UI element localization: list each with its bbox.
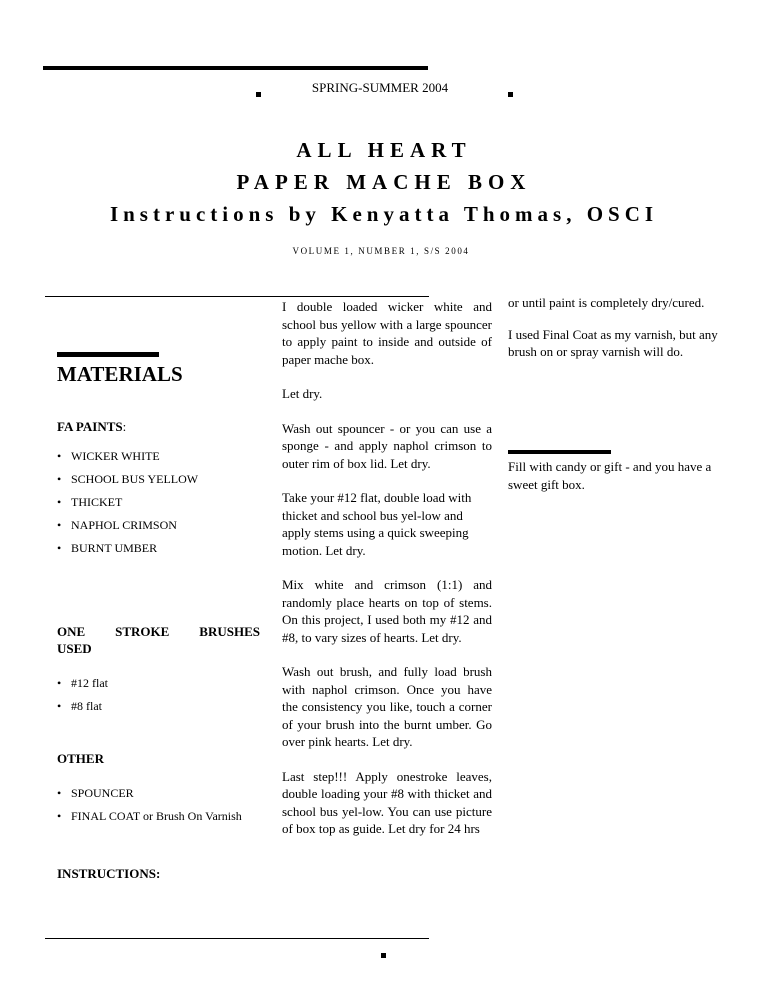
- materials-accent-bar: [57, 352, 159, 357]
- paragraph: Take your #12 flat, double load with thicket and school bus yel-low and apply stems using a quick sweeping motion. Let dry.: [282, 490, 472, 558]
- fa-paints-list: [57, 448, 198, 563]
- other-list: [57, 785, 242, 831]
- paragraph: or until paint is completely dry/cured.: [508, 295, 705, 310]
- fa-paints-heading: [57, 419, 126, 435]
- materials-heading: MATERIALS: [57, 362, 183, 386]
- paragraph: I double loaded wicker white and school bus yellow with a large spouncer to apply paint to inside and outside of paper mache box.: [282, 299, 492, 367]
- title-line-3: Instructions by Kenyatta Thomas, OSCI: [109, 202, 659, 226]
- list-item: • BURNT UMBER: [57, 540, 198, 563]
- paragraph: I used Final Coat as my varnish, but any brush on or spray varnish will do.: [508, 326, 718, 359]
- list-item: • #8 flat: [57, 698, 108, 721]
- fa-paints-heading-colon: :: [122, 419, 127, 434]
- other-heading: OTHER: [57, 751, 104, 766]
- title-line-1: ALL HEART: [296, 138, 472, 162]
- instructions-column-3: [508, 294, 718, 375]
- season-label: SPRING-SUMMER 2004: [311, 80, 449, 95]
- title-line-2: PAPER MACHE BOX: [236, 170, 532, 194]
- list-item: • FINAL COAT or Brush On Varnish: [57, 808, 242, 831]
- brushes-list: [57, 675, 108, 721]
- paragraph: Last step!!! Apply onestroke leaves, double loading your #8 with thicket and school bus yel-low. You can use picture of box top as guide. Let dry for 24 hrs: [282, 768, 492, 836]
- footer-rule: [45, 938, 429, 939]
- closing-paragraph: Fill with candy or gift - and you have a sweet gift box.: [508, 459, 712, 492]
- column3-accent-bar: [508, 450, 611, 454]
- instructions-column-2: [282, 298, 492, 855]
- paragraph: Wash out brush, and fully load brush with naphol crimson. Once you have the consistency you like, touch a corner of your brush into the burnt umber. Go over pink hearts. Let dry.: [282, 664, 492, 749]
- list-item: • NAPHOL CRIMSON: [57, 517, 198, 540]
- header-top-rule: [43, 66, 428, 70]
- list-item: • SPOUNCER: [57, 785, 242, 808]
- paragraph: Mix white and crimson (1:1) and randomly place hearts on top of stems. On this project, I used both my #12 and #8, to vary sizes of hearts. Let dry.: [282, 577, 492, 645]
- paragraph: Let dry.: [282, 386, 323, 401]
- header-square-right: [508, 92, 513, 97]
- header-square-left: [256, 92, 261, 97]
- list-item: • SCHOOL BUS YELLOW: [57, 471, 198, 494]
- footer-square: [381, 953, 386, 958]
- list-item: • WICKER WHITE: [57, 448, 198, 471]
- brushes-heading: ONE STROKE BRUSHES USED: [57, 624, 260, 656]
- instructions-heading: INSTRUCTIONS:: [57, 866, 161, 881]
- section-divider-top: [45, 296, 429, 297]
- list-item: • #12 flat: [57, 675, 108, 698]
- fa-paints-heading-text: FA PAINTS: [57, 419, 123, 434]
- paragraph: Wash out spouncer - or you can use a sponge - and apply naphol crimson to outer rim of box lid. Let dry.: [282, 420, 492, 471]
- list-item: • THICKET: [57, 494, 198, 517]
- volume-label: VOLUME 1, NUMBER 1, S/S 2004: [292, 246, 470, 256]
